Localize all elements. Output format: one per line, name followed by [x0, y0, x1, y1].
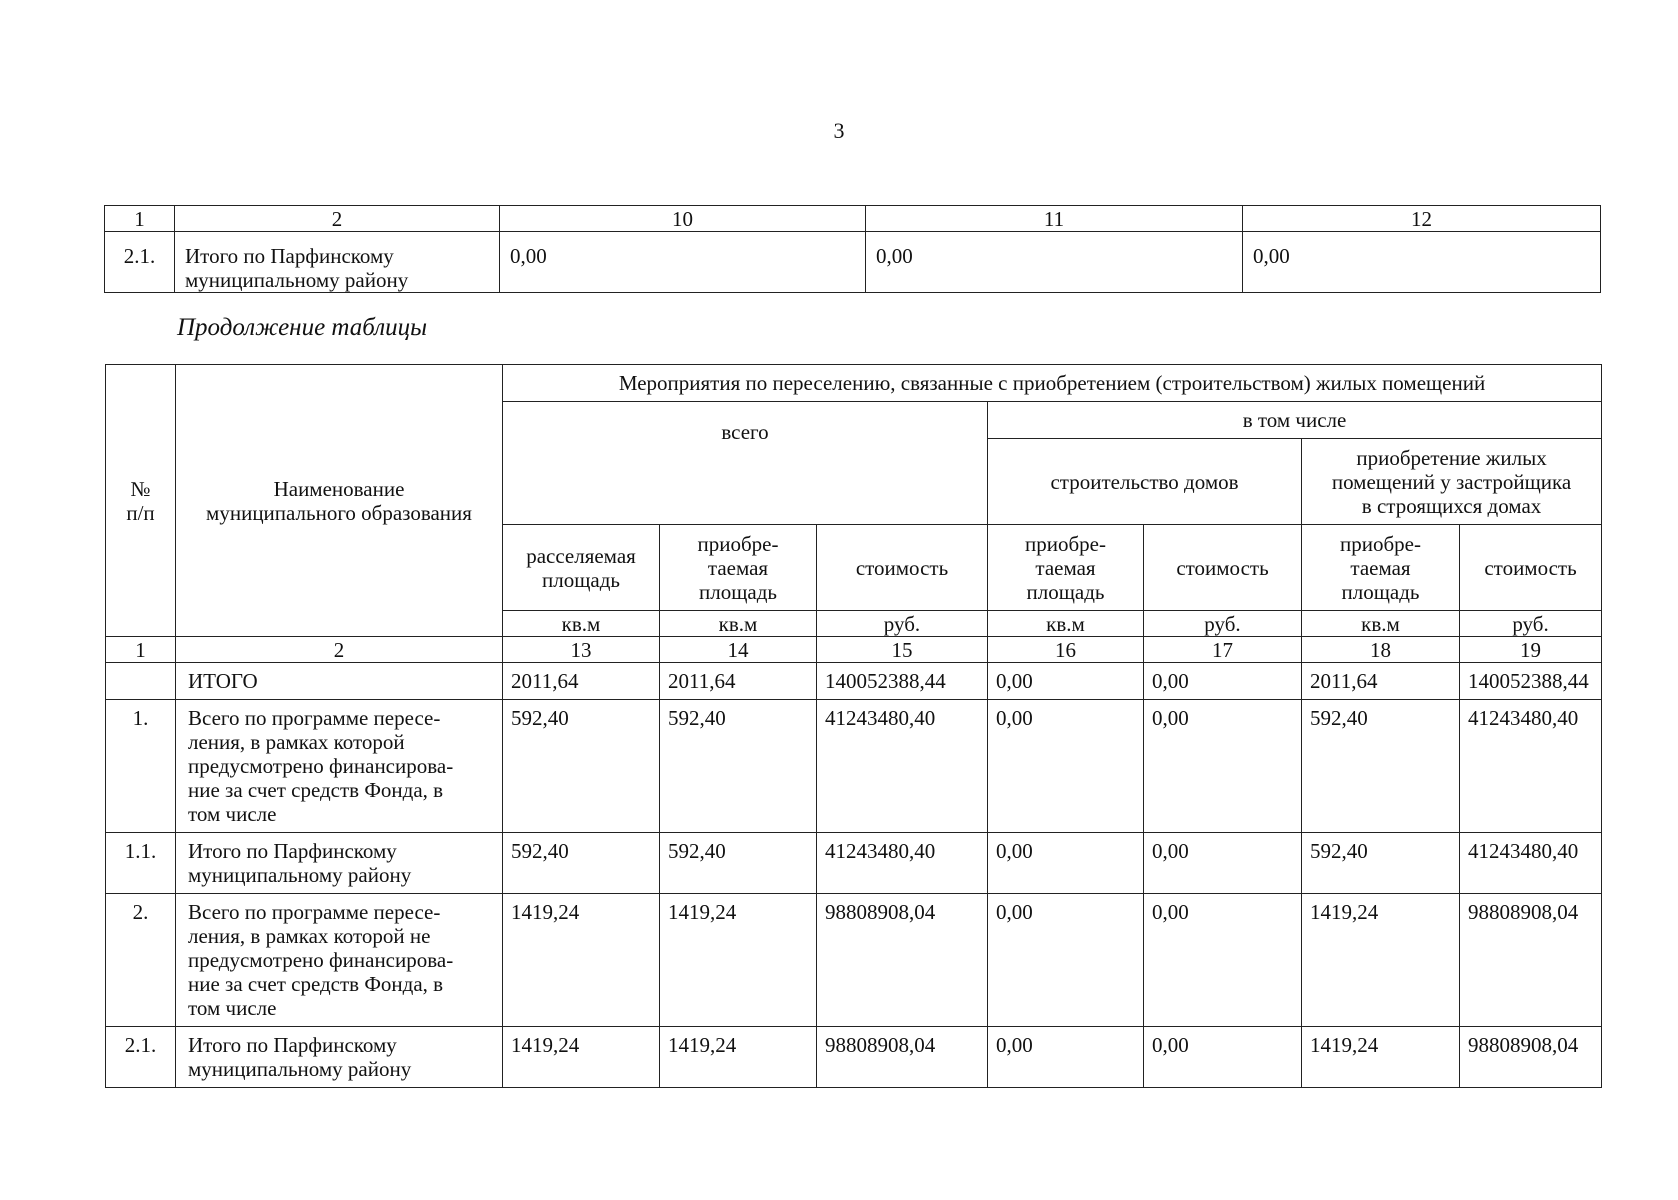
- page-number: 3: [833, 118, 845, 143]
- top-col-number: 12: [1243, 206, 1601, 232]
- value-cell: 98808908,04: [1460, 894, 1602, 1027]
- row-number: 2.: [106, 894, 176, 1027]
- row-number: 1.1.: [106, 833, 176, 894]
- column-number: 14: [660, 637, 817, 663]
- header-line: таемая: [1350, 555, 1411, 580]
- row-number: 2.1.: [106, 1027, 176, 1088]
- value-cell: 1419,24: [503, 1027, 660, 1088]
- header-total: всего: [503, 402, 988, 525]
- value-cell: 98808908,04: [817, 894, 988, 1027]
- value-cell: 0,00: [988, 1027, 1144, 1088]
- header-line: расселяемая: [526, 543, 636, 568]
- top-table-header-row: [105, 206, 1601, 232]
- unit-label: кв.м: [503, 611, 660, 637]
- table-row: [106, 700, 1602, 833]
- column-number: 16: [988, 637, 1144, 663]
- value-cell: 0,00: [988, 894, 1144, 1027]
- value-cell: 1419,24: [1302, 1027, 1460, 1088]
- header-cost: стоимость: [1460, 525, 1602, 611]
- value-cell: 41243480,40: [1460, 833, 1602, 894]
- row-name: [176, 700, 503, 833]
- row-name: [176, 894, 503, 1027]
- top-col-number: 1: [105, 206, 175, 232]
- header-line: таемая: [707, 555, 769, 580]
- name-line: муниципальному району: [188, 863, 412, 887]
- header-including: в том числе: [988, 402, 1602, 439]
- value-cell: 592,40: [1302, 700, 1460, 833]
- value-cell: 592,40: [660, 833, 817, 894]
- table-row: [106, 663, 1602, 700]
- value-cell: 0,00: [988, 700, 1144, 833]
- name-line: ние за счет средств Фонда, в: [188, 778, 444, 802]
- header-line: в строящихся домах: [1361, 493, 1542, 518]
- column-number: 18: [1302, 637, 1460, 663]
- column-number: 1: [106, 637, 176, 663]
- header-line: приобре-: [697, 531, 779, 556]
- column-number: 15: [817, 637, 988, 663]
- value-cell: 592,40: [1302, 833, 1460, 894]
- value-cell: 0,00: [1144, 894, 1302, 1027]
- header-line: площадь: [1341, 579, 1420, 604]
- value-cell: 592,40: [660, 700, 817, 833]
- value-cell: 2011,64: [503, 663, 660, 700]
- header-resettled-area: [503, 525, 660, 611]
- name-line: Итого по Парфинскому: [188, 839, 397, 863]
- header-cost: стоимость: [817, 525, 988, 611]
- value-cell: 41243480,40: [1460, 700, 1602, 833]
- header-construction: строительство домов: [988, 439, 1302, 525]
- data-rows: [106, 663, 1602, 1088]
- unit-label: кв.м: [988, 611, 1144, 637]
- name-line: Итого по Парфинскому: [188, 1033, 397, 1057]
- value-cell: 1419,24: [503, 894, 660, 1027]
- value-cell: 140052388,44: [1460, 663, 1602, 700]
- value-cell: 0,00: [1144, 833, 1302, 894]
- header-acquired-area: [1302, 525, 1460, 611]
- value-cell: 2011,64: [660, 663, 817, 700]
- header-acquired-area: [660, 525, 817, 611]
- value-cell: 0,00: [1243, 232, 1601, 293]
- row-number: [106, 663, 176, 700]
- name-line: ления, в рамках которой не: [188, 924, 431, 948]
- header-number: [106, 365, 176, 637]
- name-line: том числе: [188, 802, 277, 826]
- name-line: муниципальному району: [188, 1057, 412, 1081]
- column-number: 13: [503, 637, 660, 663]
- header-line: муниципального образования: [206, 500, 472, 525]
- unit-label: кв.м: [660, 611, 817, 637]
- value-cell: 0,00: [500, 232, 866, 293]
- header-name: [176, 365, 503, 637]
- name-line: Всего по программе пересе-: [188, 706, 441, 730]
- column-number: 19: [1460, 637, 1602, 663]
- value-cell: 0,00: [988, 663, 1144, 700]
- value-cell: 2011,64: [1302, 663, 1460, 700]
- value-cell: 0,00: [1144, 700, 1302, 833]
- row-number: 1.: [106, 700, 176, 833]
- unit-label: руб.: [817, 611, 988, 637]
- value-cell: 1419,24: [660, 894, 817, 1027]
- name-line: ления, в рамках которой: [188, 730, 405, 754]
- header-acquired-area: [988, 525, 1144, 611]
- header-cost: стоимость: [1144, 525, 1302, 611]
- value-cell: 592,40: [503, 833, 660, 894]
- column-number: 2: [176, 637, 503, 663]
- header-line: приобре-: [1340, 531, 1421, 556]
- header-line: приобре-: [1025, 531, 1106, 556]
- name-line: том числе: [188, 996, 277, 1020]
- row-name: [176, 1027, 503, 1088]
- table-row: [106, 1027, 1602, 1088]
- top-col-number: 11: [866, 206, 1243, 232]
- header-group: Мероприятия по переселению, связанные с приобретением (строительством) жилых помещений: [503, 365, 1602, 402]
- name-line: ние за счет средств Фонда, в: [188, 972, 444, 996]
- header-line: площадь: [1026, 579, 1105, 604]
- row-name: [175, 232, 500, 293]
- top-col-number: 10: [500, 206, 866, 232]
- name-line: Всего по программе пересе-: [188, 900, 441, 924]
- name-line: ИТОГО: [188, 669, 258, 693]
- value-cell: 41243480,40: [817, 700, 988, 833]
- name-line: предусмотрено финансирова-: [188, 754, 454, 778]
- value-cell: 0,00: [1144, 1027, 1302, 1088]
- top-col-number: 2: [175, 206, 500, 232]
- value-cell: 1419,24: [660, 1027, 817, 1088]
- header-line: Наименование: [273, 476, 405, 501]
- continuation-title: Продолжение таблицы: [177, 314, 428, 341]
- table-row: [106, 833, 1602, 894]
- header-purchase: [1302, 439, 1602, 525]
- main-table: [105, 364, 1602, 1088]
- header-line: №: [130, 476, 151, 501]
- row-number: 2.1.: [105, 232, 175, 293]
- value-cell: 0,00: [1144, 663, 1302, 700]
- value-cell: 98808908,04: [1460, 1027, 1602, 1088]
- column-numbers-row: [106, 637, 1602, 663]
- row-name: [176, 833, 503, 894]
- header-line: приобретение жилых: [1356, 445, 1547, 470]
- name-line: Итого по Парфинскому: [185, 244, 394, 268]
- header-line: п/п: [126, 500, 155, 525]
- unit-label: кв.м: [1302, 611, 1460, 637]
- value-cell: 0,00: [988, 833, 1144, 894]
- name-line: муниципальному району: [185, 268, 409, 292]
- header-line: таемая: [1035, 555, 1096, 580]
- header-row-1: [106, 365, 1602, 402]
- unit-label: руб.: [1144, 611, 1302, 637]
- table-row: [106, 894, 1602, 1027]
- value-cell: 592,40: [503, 700, 660, 833]
- value-cell: 140052388,44: [817, 663, 988, 700]
- header-line: помещений у застройщика: [1331, 469, 1572, 494]
- value-cell: 41243480,40: [817, 833, 988, 894]
- header-line: площадь: [542, 567, 620, 592]
- column-number: 17: [1144, 637, 1302, 663]
- header-line: площадь: [699, 579, 777, 604]
- row-name: [176, 663, 503, 700]
- value-cell: 1419,24: [1302, 894, 1460, 1027]
- top-table-row: [105, 232, 1601, 293]
- top-table: [104, 205, 1601, 293]
- unit-label: руб.: [1460, 611, 1602, 637]
- value-cell: 0,00: [866, 232, 1243, 293]
- name-line: предусмотрено финансирова-: [188, 948, 454, 972]
- value-cell: 98808908,04: [817, 1027, 988, 1088]
